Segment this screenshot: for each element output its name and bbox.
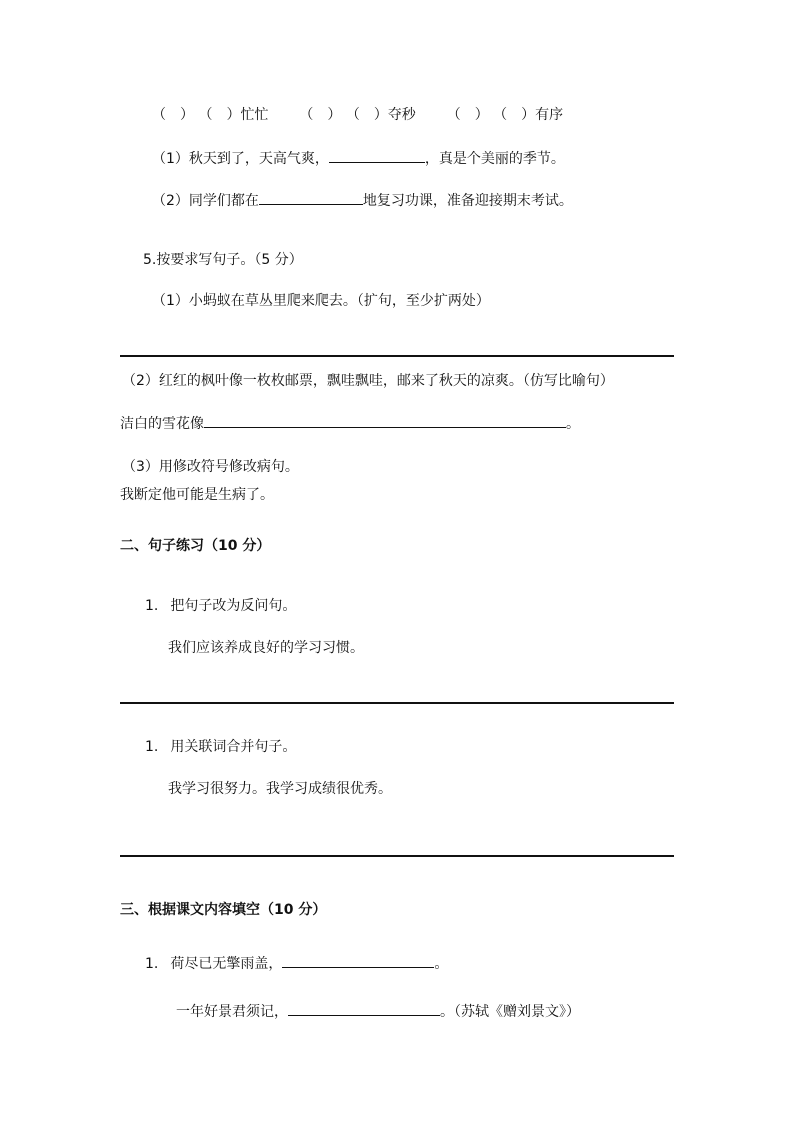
answer-blank[interactable] [329,148,425,163]
q5-item-2: （2）红红的枫叶像一枚枚邮票，飘哇飘哇，邮来了秋天的凉爽。（仿写比喻句） [122,373,614,389]
paren-open: （ [299,107,314,123]
s2-q2-sentence: 我学习很努力。我学习成绩很优秀。 [168,781,392,797]
s2-q2 [145,738,296,756]
question-number: 1. [145,598,159,614]
answer-line[interactable] [120,355,674,357]
paren-open: （ [198,107,213,123]
period: 。 [566,416,580,432]
paren-open: （ [152,107,166,123]
answer-line[interactable] [120,855,674,857]
paren-open: （ [345,107,360,123]
paren-open: （ [446,107,461,123]
sentence-pre: （2）同学们都在 [152,193,259,209]
paren-close: ） [226,107,241,123]
q5-title: 5.按要求写句子。（5 分） [143,252,303,268]
answer-blank[interactable] [204,413,566,428]
idiom-tail: 忙忙 [240,107,269,123]
s2-q1 [145,597,296,615]
answer-line[interactable] [120,702,674,704]
q5-item-2-answer [120,413,580,433]
q5-item-3-sentence: 我断定他可能是生病了。 [120,487,274,503]
poem-source: 。（苏轼《赠刘景文》） [440,1004,580,1020]
poem-line: 荷尽已无擎雨盖， [170,956,283,972]
idiom-3 [447,107,563,123]
answer-blank[interactable] [288,1001,440,1016]
paren-close: ） [180,107,194,123]
period: 。 [434,956,449,972]
poem-line: 一年好景君须记， [176,1004,288,1020]
question-text: 把句子改为反问句。 [170,598,297,614]
s3-q1-line1 [145,953,448,973]
q5-item-3: （3）用修改符号修改病句。 [122,459,299,475]
fill-sentence-2 [152,190,573,210]
idiom-tail: 有序 [535,107,564,123]
section-3-title: 三、根据课文内容填空（10 分） [120,902,327,918]
s3-q1-line2 [176,1001,580,1021]
answer-blank[interactable] [282,953,434,968]
paren-close: ） [373,107,388,123]
answer-blank[interactable] [259,190,363,205]
paren-open: （ [493,107,508,123]
sentence-post: ，真是个美丽的季节。 [424,151,565,167]
fill-sentence-1 [152,148,565,168]
question-number: 1. [145,739,159,755]
idiom-2 [299,107,420,123]
idiom-1 [152,107,273,123]
question-text: 用关联词合并句子。 [170,739,297,755]
paren-close: ） [327,107,342,123]
paren-close: ） [521,107,536,123]
s2-q1-sentence: 我们应该养成良好的学习习惯。 [168,640,364,656]
sentence-pre: （1）秋天到了，天高气爽， [152,151,329,167]
question-number: 1. [145,956,159,972]
paren-close: ） [474,107,489,123]
idiom-row [152,106,563,124]
simile-stem: 洁白的雪花像 [120,416,204,432]
section-2-title: 二、句子练习（10 分） [120,538,271,554]
q5-item-1: （1）小蚂蚁在草丛里爬来爬去。（扩句，至少扩两处） [152,293,490,309]
idiom-tail: 夺秒 [387,107,416,123]
sentence-post: 地复习功课，准备迎接期末考试。 [362,193,573,209]
